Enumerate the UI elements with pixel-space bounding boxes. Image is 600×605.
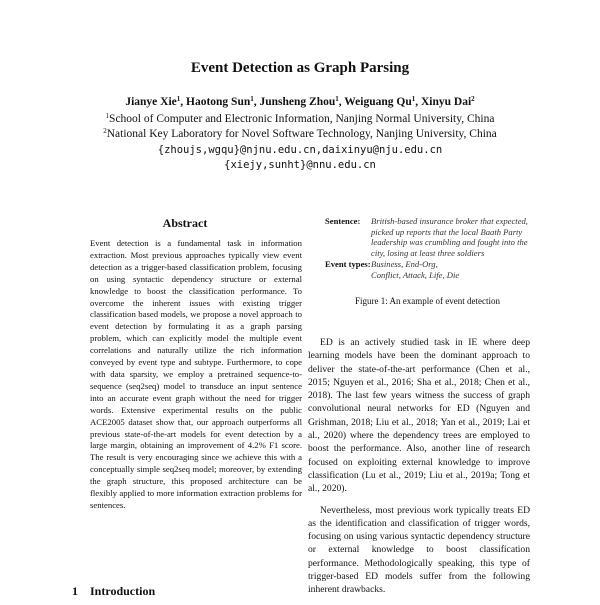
section-title: Introduction — [90, 584, 156, 598]
figure-events-line2: Conflict, Attack, Life, Die — [371, 269, 460, 280]
figure-sentence-row — [325, 216, 530, 258]
figure-sentence-text: British-based insurance broker that expected, picked up reports that the local Baath Party leadership was crumbling and fought into the city, losing at least three soldiers — [371, 216, 528, 258]
author: Jianye Xie — [125, 96, 177, 108]
author: Weiguang Qu — [344, 96, 412, 108]
paragraph: ED is an actively studied task in IE where deep learning models have been the dominant approach to deliver the state-of-the-art performance (Chen et al., 2015; Nguyen et al., 2016; Sha et al., 2018; Chen et al., 2018). The last few years witness the success of graph convolutional neural networks for ED (Nguyen and Grishman, 2018; Liu et al., 2018; Yan et al., 2019; Lai et al., 2020) where the dependency trees are employed to boost the performance. Also, another line of research focused on exploiting external knowledge to improve classification (Lu et al., 2019; Liu et al., 2019a; Tong et al., 2020). — [308, 337, 530, 495]
email-line: {xiejy,sunht}@nnu.edu.cn — [224, 159, 376, 171]
author-affil-mark: 1 — [250, 95, 254, 103]
paragraph: Nevertheless, most previous work typically treats ED as the identification and classification of trigger words, focusing on using various syntactic dependency structure or external knowledge to boost classification performance. Methodologically speaking, this type of trigger-based ED models suffer from the following inherent drawbacks. — [308, 504, 530, 596]
affil-text: School of Computer and Electronic Information, Nanjing Normal University, China — [109, 113, 495, 125]
figure-sentence-label: Sentence: — [325, 216, 361, 226]
author-affil-mark: 1 — [335, 95, 339, 103]
abstract-text: Event detection is a fundamental task in information extraction. Most previous approaches typically view event detection as a trigger-based classification problem, focusing on using syntactic dependency structure or external knowledge to boost the classification performance. To overcome the inherent issues with existing trigger classification based models, we propose a novel approach to event detection by formulating it as a graph parsing problem, which can explicitly model the multiple event correlations and naturally utilize the rich information conveyed by event type and subtype. Furthermore, to cope with data sparsity, we employ a pretrained sequence-to-sequence (seq2seq) model to transduce an input sentence into an accurate event graph without the need for trigger words. Extensive experimental results on the public ACE2005 dataset show that, our approach outperforms all previous state-of-the-art models for event detection by a large margin, obtaining an improvement of 4.2% F1 score. The result is very encouraging since we achieve this with a conceptually simple seq2seq model; moreover, by extending the graph structure, this proposed architecture can be flexibly applied to more information extraction problems for sentences. — [90, 238, 302, 510]
figure-events-label: Event types: — [325, 259, 371, 269]
affiliation — [0, 113, 600, 125]
author-affil-mark: 1 — [176, 95, 181, 103]
figure-1 — [325, 216, 530, 280]
figure-events-line1: Business, End-Org, — [371, 259, 438, 269]
section-heading — [72, 584, 155, 599]
affil-mark: 2 — [103, 127, 107, 135]
affiliation — [0, 128, 600, 140]
affil-text: National Key Laboratory for Novel Software Technology, Nanjing University, China — [106, 128, 497, 140]
abstract-heading: Abstract — [162, 216, 208, 230]
author-affil-mark: 2 — [471, 95, 475, 103]
author: Haotong Sun — [186, 96, 251, 108]
author-affil-mark: 1 — [411, 95, 416, 103]
affil-mark: 1 — [105, 112, 110, 120]
figure-events-row — [325, 259, 530, 270]
figure-caption: Figure 1: An example of event detection — [355, 296, 500, 306]
section-number: 1 — [72, 584, 78, 598]
author: Xinyu Dai — [420, 96, 472, 108]
author-list: Jianye Xie$^1$, Haotong Sun$^1$, Junsheng Zhou$^1$, Weiguang Qu$^1$, Xinyu Dai$^2$ — [125, 95, 475, 108]
email-line: {zhoujs,wgqu}@njnu.edu.cn,daixinyu@nju.edu.cn — [157, 144, 443, 156]
author: Junsheng Zhou — [259, 96, 336, 108]
intro-body — [308, 336, 530, 605]
paper-title: Event Detection as Graph Parsing — [190, 60, 410, 76]
